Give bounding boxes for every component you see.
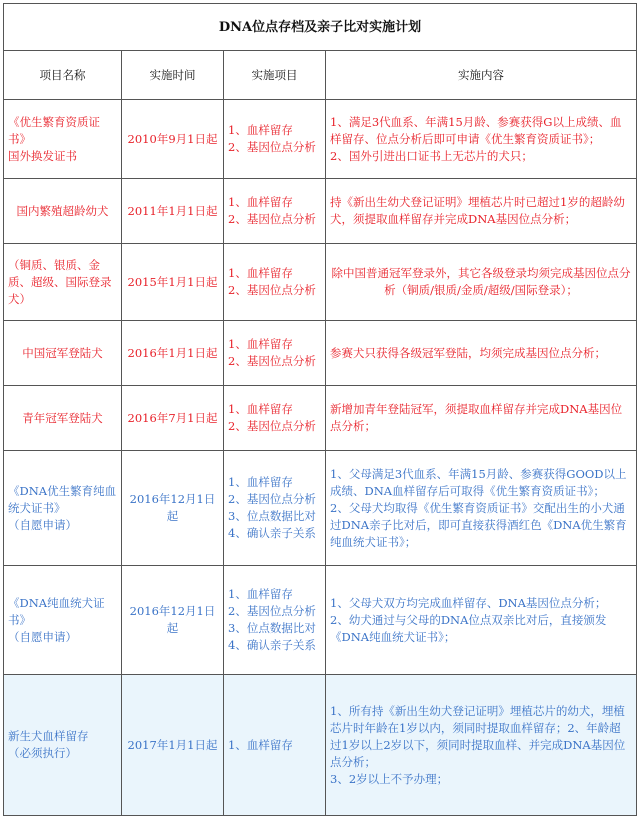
item-line: 1、血样留存 (228, 475, 293, 489)
row-name: 《优生繁育资质证书》 国外换发证书 (4, 100, 122, 179)
item-line: 2、基因位点分析 (228, 492, 316, 506)
row-content: 1、满足3代血系、年满15月龄、参赛获得G以上成绩、血样留存、位点分析后即可申请《优生繁育资质证书》； 2、国外引进出口证书上无芯片的犬只； (326, 100, 637, 179)
row-time: 2011年1月1日起 (122, 179, 224, 244)
table-row (4, 386, 637, 451)
item-line: 4、确认亲子关系 (228, 638, 316, 652)
row-items (224, 179, 326, 244)
header-content: 实施内容 (326, 51, 637, 100)
row-items (224, 451, 326, 566)
table-row (4, 451, 637, 566)
row-content: 1、所有持《新出生幼犬登记证明》埋植芯片的幼犬，埋植芯片时年龄在1岁以内，须同时提取血样留存；2、年龄超过1岁以上2岁以下，须同时提取血样、并完成DNA基因位点分析； 3、2岁以上不予办理； (326, 675, 637, 816)
row-items (224, 244, 326, 321)
row-time: 2017年1月1日起 (122, 675, 224, 816)
item-line: 3、位点数据比对 (228, 509, 316, 523)
table-row (4, 244, 637, 321)
row-time: 2016年12月1日起 (122, 566, 224, 675)
row-items (224, 100, 326, 179)
item-line: 2、基因位点分析 (228, 212, 316, 226)
table-row (4, 566, 637, 675)
item-line: 1、血样留存 (228, 402, 293, 416)
item-line: 3、位点数据比对 (228, 621, 316, 635)
row-time: 2015年1月1日起 (122, 244, 224, 321)
row-items (224, 386, 326, 451)
item-line: 2、基因位点分析 (228, 604, 316, 618)
item-line: 4、确认亲子关系 (228, 526, 316, 540)
plan-table (3, 3, 637, 816)
row-content: 1、父母满足3代血系、年满15月龄、参赛获得GOOD以上成绩、DNA血样留存后可取得《优生繁育资质证书》； 2、父母犬均取得《优生繁育资质证书》交配出生的小犬通过DNA亲子比对后，即可直接获得酒红色《DNA优生繁育纯血统犬证书》； (326, 451, 637, 566)
table-row (4, 321, 637, 386)
row-name: 新生犬血样留存 （必须执行） (4, 675, 122, 816)
table-row (4, 100, 637, 179)
row-name: 《DNA优生繁育纯血统犬证书》 （自愿申请） (4, 451, 122, 566)
row-name: 《DNA纯血统犬证书》 （自愿申请） (4, 566, 122, 675)
row-name: （铜质、银质、金质、超级、国际登录犬） (4, 244, 122, 321)
item-line: 2、基因位点分析 (228, 419, 316, 433)
row-time: 2016年7月1日起 (122, 386, 224, 451)
row-name: 中国冠军登陆犬 (4, 321, 122, 386)
item-line: 1、血样留存 (228, 195, 293, 209)
row-content: 1、父母犬双方均完成血样留存、DNA基因位点分析； 2、幼犬通过与父母的DNA位点双亲比对后，直接颁发《DNA纯血统犬证书》； (326, 566, 637, 675)
table-row (4, 179, 637, 244)
item-line: 1、血样留存 (228, 587, 293, 601)
row-content: 参赛犬只获得各级冠军登陆，均须完成基因位点分析； (326, 321, 637, 386)
row-time: 2016年1月1日起 (122, 321, 224, 386)
row-items (224, 675, 326, 816)
table-row (4, 675, 637, 816)
row-items (224, 566, 326, 675)
row-content: 新增加青年登陆冠军，须提取血样留存并完成DNA基因位点分析； (326, 386, 637, 451)
item-line: 1、血样留存 (228, 123, 293, 137)
title-row (4, 4, 637, 51)
item-line: 2、基因位点分析 (228, 354, 316, 368)
row-content: 除中国普通冠军登录外，其它各级登录均须完成基因位点分析（铜质/银质/金质/超级/国际登录）； (326, 244, 637, 321)
item-line: 2、基因位点分析 (228, 283, 316, 297)
table-title: DNA位点存档及亲子比对实施计划 (4, 4, 637, 51)
header-row (4, 51, 637, 100)
header-time: 实施时间 (122, 51, 224, 100)
header-name: 项目名称 (4, 51, 122, 100)
row-name: 国内繁殖超龄幼犬 (4, 179, 122, 244)
header-items: 实施项目 (224, 51, 326, 100)
row-time: 2010年9月1日起 (122, 100, 224, 179)
row-content: 持《新出生幼犬登记证明》埋植芯片时已超过1岁的超龄幼犬，须提取血样留存并完成DNA基因位点分析； (326, 179, 637, 244)
item-line: 1、血样留存 (228, 337, 293, 351)
item-line: 2、基因位点分析 (228, 140, 316, 154)
row-name: 青年冠军登陆犬 (4, 386, 122, 451)
row-items (224, 321, 326, 386)
item-line: 1、血样留存 (228, 266, 293, 280)
row-time: 2016年12月1日起 (122, 451, 224, 566)
item-line: 1、血样留存 (228, 737, 293, 752)
